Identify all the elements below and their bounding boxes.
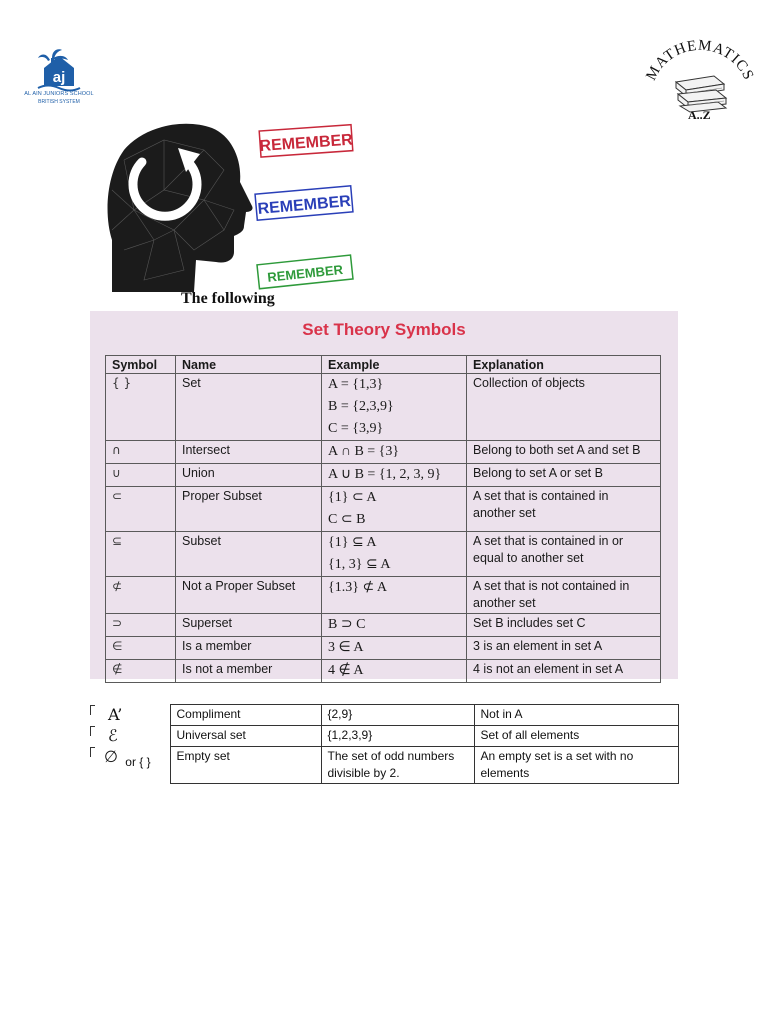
- explanation-cell: Set B includes set C: [467, 614, 661, 637]
- math-arc-text: MATHEMATICS: [643, 38, 757, 84]
- explanation-cell: 3 is an element in set A: [467, 637, 661, 660]
- symbol-cell: [90, 705, 170, 726]
- svg-text:aj: aj: [52, 69, 66, 86]
- example-cell: [322, 374, 467, 441]
- symbol-cell: ⊂: [106, 487, 176, 532]
- remember-stamp-blue: [255, 186, 353, 220]
- remember-stamp-green: [257, 255, 353, 289]
- name-cell: Compliment: [170, 705, 321, 726]
- symbol-cell: ∉: [106, 660, 176, 683]
- symbol-suffix: or { }: [121, 754, 151, 769]
- example-line: 3 ∈ A: [328, 640, 364, 655]
- name-cell: Union: [176, 464, 322, 487]
- svg-text:REMEMBER: REMEMBER: [266, 261, 344, 285]
- symbol-cell: ⊆: [106, 532, 176, 577]
- explanation-cell: 4 is not an element in set A: [467, 660, 661, 683]
- table-row: [106, 660, 661, 683]
- example-cell: [322, 577, 467, 614]
- symbol-cell: ∩: [106, 441, 176, 464]
- svg-text:MATHEMATICS: [643, 38, 756, 83]
- name-cell: Superset: [176, 614, 322, 637]
- extra-symbols-table: [90, 704, 679, 784]
- example-line: A ∩ B = {3}: [328, 444, 400, 459]
- school-name: AL AIN JUNIORS SCHOOL: [24, 91, 94, 97]
- explanation-cell: Belong to both set A and set B: [467, 441, 661, 464]
- example-line: A = {1,3}: [328, 377, 384, 392]
- example-cell: [322, 660, 467, 683]
- svg-text:REMEMBER: REMEMBER: [256, 192, 352, 219]
- example-cell: [322, 614, 467, 637]
- mathematics-logo: [640, 38, 760, 128]
- example-line: B ⊃ C: [328, 617, 366, 632]
- table-row: [106, 464, 661, 487]
- remember-stamp-red: [259, 125, 354, 157]
- name-cell: Universal set: [170, 726, 321, 747]
- example-cell: [322, 637, 467, 660]
- remember-head-illustration: [104, 120, 362, 292]
- symbol-cell: ∪: [106, 464, 176, 487]
- example-line: {1, 3} ⊆ A: [328, 557, 391, 572]
- example-line: A ∪ B = {1, 2, 3, 9}: [328, 467, 442, 482]
- school-logo: [18, 42, 100, 112]
- bracket-mark: [90, 726, 95, 736]
- explanation-cell: Collection of objects: [467, 374, 661, 441]
- name-cell: Proper Subset: [176, 487, 322, 532]
- school-crest-icon: [36, 46, 82, 92]
- table-row: [106, 532, 661, 577]
- bracket-mark: [90, 705, 95, 715]
- set-symbol: A’: [108, 704, 123, 724]
- table-row: [90, 726, 678, 747]
- explanation-cell: Not in A: [474, 705, 678, 726]
- example-line: B = {2,3,9}: [328, 399, 394, 414]
- name-cell: Set: [176, 374, 322, 441]
- explanation-cell: A set that is not contained in another set: [467, 577, 661, 614]
- explanation-cell: A set that is contained in another set: [467, 487, 661, 532]
- table-row: [106, 614, 661, 637]
- table-row: [106, 374, 661, 441]
- table-row: [106, 441, 661, 464]
- example-cell: [322, 441, 467, 464]
- explanation-cell: Set of all elements: [474, 726, 678, 747]
- head-silhouette-icon: [108, 124, 253, 292]
- name-cell: Is not a member: [176, 660, 322, 683]
- example-line: {1} ⊂ A: [328, 490, 377, 505]
- svg-text:REMEMBER: REMEMBER: [259, 131, 354, 156]
- table-row: [106, 637, 661, 660]
- header-symbol: Symbol: [106, 356, 176, 374]
- example-line: C = {3,9}: [328, 421, 384, 436]
- explanation-cell: Belong to set A or set B: [467, 464, 661, 487]
- example-cell: The set of odd numbers divisible by 2.: [321, 747, 474, 784]
- header-example: Example: [322, 356, 467, 374]
- table-row: [90, 705, 678, 726]
- example-line: {1.3} ⊄ A: [328, 580, 388, 595]
- math-logo-caption: A..Z: [688, 108, 711, 122]
- name-cell: Subset: [176, 532, 322, 577]
- example-cell: [322, 464, 467, 487]
- name-cell: Not a Proper Subset: [176, 577, 322, 614]
- school-system: BRITISH SYSTEM: [38, 99, 80, 105]
- example-cell: {2,9}: [321, 705, 474, 726]
- example-line: C ⊂ B: [328, 512, 366, 527]
- set-symbols-table: [105, 355, 661, 683]
- intro-text: The following: [181, 290, 275, 307]
- symbol-cell: ⊄: [106, 577, 176, 614]
- example-cell: [322, 487, 467, 532]
- mathematics-books-icon: [640, 38, 760, 118]
- table-row: [106, 577, 661, 614]
- set-theory-title: Set Theory Symbols: [302, 320, 466, 339]
- set-symbol: ℰ: [108, 725, 118, 745]
- example-line: 4 ∉ A: [328, 663, 364, 678]
- table-header-row: [106, 356, 661, 374]
- symbol-cell: ∈: [106, 637, 176, 660]
- header-name: Name: [176, 356, 322, 374]
- example-cell: [322, 532, 467, 577]
- set-symbol: ∅: [104, 746, 118, 766]
- table-row: [90, 747, 678, 784]
- set-theory-panel: [90, 311, 678, 679]
- table-row: [106, 487, 661, 532]
- symbol-cell: ⊃: [106, 614, 176, 637]
- symbol-cell: [90, 726, 170, 747]
- name-cell: Empty set: [170, 747, 321, 784]
- name-cell: Is a member: [176, 637, 322, 660]
- example-line: {1} ⊆ A: [328, 535, 377, 550]
- name-cell: Intersect: [176, 441, 322, 464]
- explanation-cell: A set that is contained in or equal to another set: [467, 532, 661, 577]
- header-explanation: Explanation: [467, 356, 661, 374]
- explanation-cell: An empty set is a set with no elements: [474, 747, 678, 784]
- example-cell: {1,2,3,9}: [321, 726, 474, 747]
- bracket-mark: [90, 747, 95, 757]
- symbol-cell: { }: [106, 374, 176, 441]
- symbol-cell: [90, 747, 170, 784]
